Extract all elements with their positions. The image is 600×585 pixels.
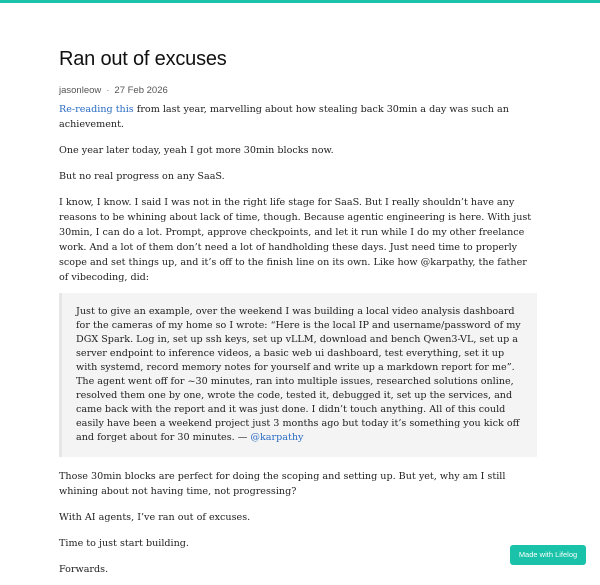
paragraph-5: Those 30min blocks are perfect for doing the scoping and setting up. But yet, why am I still whining about not having time, not progressing? — [59, 471, 506, 497]
paragraph-8: Forwards. — [59, 564, 109, 575]
paragraph-1-text: from last year, marvelling about how stealing back 30min a day was such an achievement. — [59, 104, 509, 130]
post-meta — [59, 84, 537, 97]
paragraph-7: Time to just start building. — [59, 538, 189, 549]
karpathy-quote — [59, 293, 537, 457]
post-date: 27 Feb 2026 — [114, 85, 168, 96]
paragraph-1 — [59, 102, 537, 132]
made-with-lifelog-button[interactable]: Made with Lifelog — [510, 545, 586, 565]
paragraph-4: I know, I know. I said I was not in the right life stage for SaaS. But I really shouldn’t have any reasons to be whining about lack of time, though. Because agentic engineering is here. With just 30min, I can do a lot. Prompt, approve checkpoints, and let it run while I do my other freelance work. And a lot of them don’t need a lot of handholding these days. Just need time to properly scope and set things up, and it’s off to the finish line on its own. Like how @karpathy, the father of vibecoding, did: — [59, 197, 532, 283]
post-author: jasonleow — [59, 85, 102, 96]
rereading-link[interactable]: Re-reading this — [59, 104, 134, 115]
post-article — [59, 47, 537, 585]
top-accent-bar — [0, 0, 600, 3]
paragraph-2: One year later today, yeah I got more 30min blocks now. — [59, 145, 334, 156]
paragraph-6: With AI agents, I’ve ran out of excuses. — [59, 512, 251, 523]
post-body — [59, 102, 537, 577]
karpathy-link[interactable]: @karpathy — [250, 432, 304, 443]
paragraph-3: But no real progress on any SaaS. — [59, 171, 225, 182]
post-title: Ran out of excuses — [59, 48, 227, 70]
quote-text: Just to give an example, over the weekend I was building a local video analysis dashboard for the cameras of my home so I wrote: “Here is the local IP and username/password of my DGX Spark. Log in, set up ssh keys, set up vLLM, download and bench Qwen3-VL, set up a server endpoint to inference videos, a basic web ui dashboard, test everything, set it up with systemd, record memory notes for yourself and write up a markdown report for me”. The agent went off for ~30 minutes, ran into multiple issues, researched solutions online, resolved them one by one, wrote the code, tested it, debugged it, set up the services, and came back with the report and it was just done. I didn’t touch anything. All of this could easily have been a weekend project just 3 months ago but today it’s something you kick off and forget about for 30 minutes. — — [76, 306, 521, 443]
meta-separator: · — [106, 85, 110, 96]
